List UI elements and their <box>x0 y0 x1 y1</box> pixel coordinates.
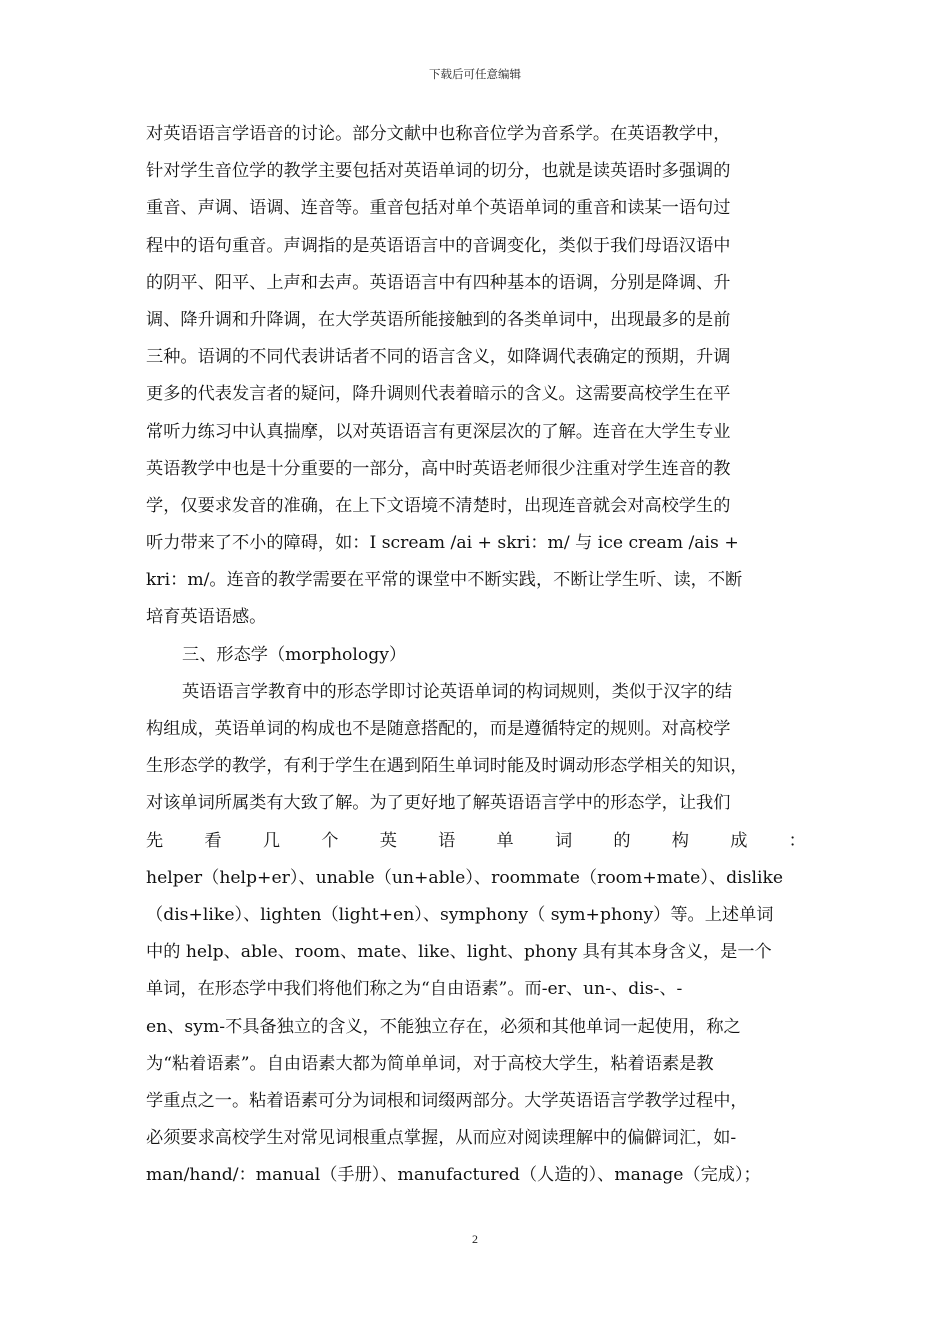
text-line: 为“粘着语素”。自由语素大都为简单单词，对于高校大学生，粘着语素是教 <box>146 1053 714 1074</box>
spread-char: 几 <box>262 830 281 851</box>
text-line: 英语语言学教育中的形态学即讨论英语单词的构词规则，类似于汉字的结 <box>182 681 733 702</box>
document-body <box>146 116 806 1194</box>
text-line: 学重点之一。粘着语素可分为词根和词缀两部分。大学英语语言学教学过程中， <box>146 1090 748 1111</box>
text-line: 调、降升调和升降调，在大学英语所能接触到的各类单词中，出现最多的是前 <box>146 309 731 330</box>
spread-char: 的 <box>613 830 631 851</box>
text-line: （dis+like）、lighten（light+en）、symphony（ sym+phony）等。上述单词 <box>146 904 774 925</box>
spread-char: 看 <box>204 830 222 851</box>
text-line: en、sym-不具备独立的含义，不能独立存在，必须和其他单词一起使用，称之 <box>146 1016 741 1037</box>
text-line: 程中的语句重音。声调指的是英语语言中的音调变化，类似于我们母语汉语中 <box>146 235 731 256</box>
section-heading: 三、形态学（morphology） <box>182 644 407 665</box>
text-line: 构组成，英语单词的构成也不是随意搭配的，而是遵循特定的规则。对高校学 <box>146 719 731 739</box>
text-line: 对该单词所属类有大致了解。为了更好地了解英语语言学中的形态学，让我们 <box>146 793 731 814</box>
text-line: kri：m/。连音的教学需要在平常的课堂中不断实践，不断让学生听、读，不断 <box>146 570 743 591</box>
text-line: 听力带来了不小的障碍，如：I scream /ai + skri：m/ 与 ice cream /ais + <box>146 533 739 554</box>
text-line: 英语教学中也是十分重要的一部分，高中时英语老师很少注重对学生连音的教 <box>146 458 731 479</box>
page-number: 2 <box>472 1232 478 1246</box>
spread-char: 成 <box>730 830 748 851</box>
text-line: 三种。语调的不同代表讲话者不同的语言含义，如降调代表确定的预期，升调 <box>146 347 731 368</box>
text-line: helper（help+er）、unable（un+able）、roommate（room+mate）、dislike <box>146 867 784 888</box>
text-line: man/hand/：manual（手册）、manufactured（人造的）、manage（完成）； <box>146 1165 761 1186</box>
text-line: 生形态学的教学，有利于学生在遇到陌生单词时能及时调动形态学相关的知识， <box>146 756 748 777</box>
text-line: 的阴平、阳平、上声和去声。英语语言中有四种基本的语调，分别是降调、升 <box>146 272 731 293</box>
paragraph-morphology <box>146 674 806 1195</box>
spread-char: 语 <box>438 830 456 851</box>
spread-char: 先 <box>146 830 164 851</box>
spread-char: 词 <box>554 830 573 851</box>
paragraph-phonology <box>146 116 806 637</box>
text-line: 对英语语言学语音的讨论。部分文献中也称音位学为音系学。在英语教学中， <box>146 124 731 144</box>
text-line: 常听力练习中认真揣摩，以对英语语言有更深层次的了解。连音在大学生专业 <box>146 421 731 442</box>
page-header: 下载后可任意编辑 <box>429 67 521 81</box>
spread-char: ： <box>788 830 806 851</box>
text-line: 中的 help、able、room、mate、like、light、phony 具有其本身含义，是一个 <box>146 942 772 963</box>
text-line: 单词，在形态学中我们将他们称之为“自由语素”。而-er、un-、dis-、- <box>146 979 683 1000</box>
text-line: 培育英语语感。 <box>146 607 267 628</box>
spread-char: 构 <box>671 830 689 851</box>
text-line: 重音、声调、语调、连音等。重音包括对单个英语单词的重音和读某一语句过 <box>146 198 731 219</box>
spread-char: 个 <box>321 830 339 851</box>
text-line: 更多的代表发言者的疑问，降升调则代表着暗示的含义。这需要高校学生在平 <box>146 384 731 405</box>
spread-text-line <box>146 823 806 860</box>
spread-char: 英 <box>379 830 397 851</box>
text-line: 学，仅要求发音的准确，在上下文语境不清楚时，出现连音就会对高校学生的 <box>146 495 731 516</box>
text-line: 针对学生音位学的教学主要包括对英语单词的切分，也就是读英语时多强调的 <box>146 161 731 182</box>
text-line: 必须要求高校学生对常见词根重点掌握，从而应对阅读理解中的偏僻词汇，如- <box>146 1128 737 1149</box>
spread-char: 单 <box>496 830 514 851</box>
